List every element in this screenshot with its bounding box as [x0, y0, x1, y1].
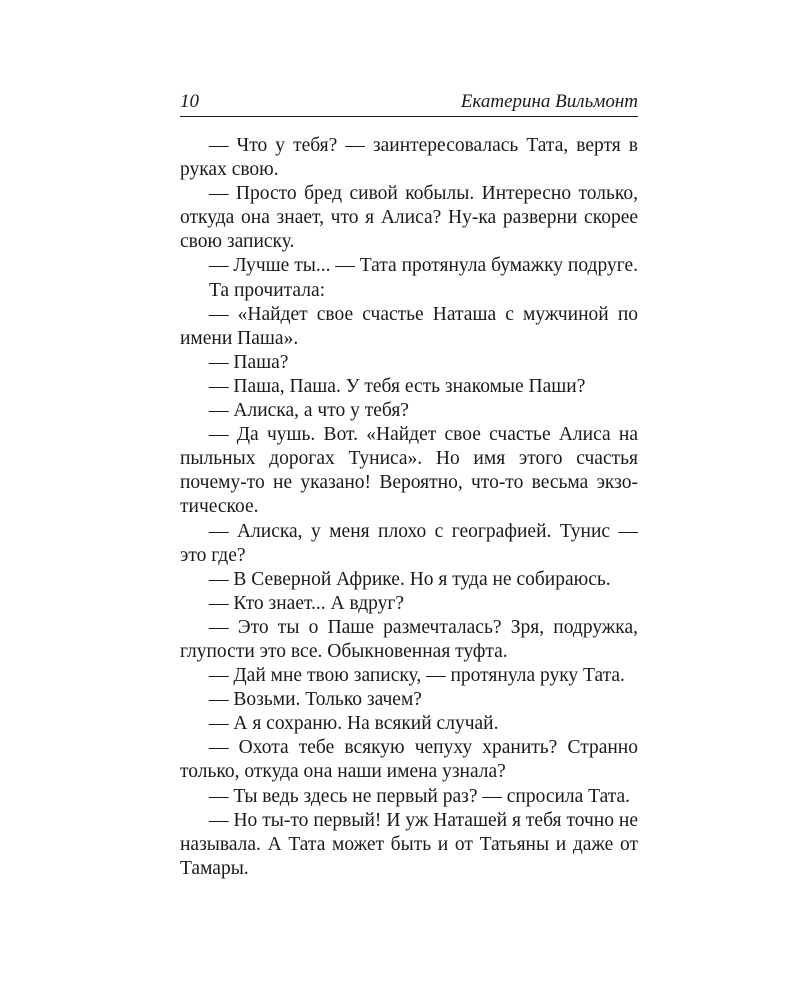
paragraph: — Ты ведь здесь не первый раз? — спросила Тата. [209, 785, 631, 807]
paragraph: — Паша, Паша. У тебя есть знакомые Паши? [209, 375, 586, 397]
paragraph: — В Северной Африке. Но я туда не собираюсь. [209, 568, 611, 590]
paragraph: — Кто знает... А вдруг? [209, 592, 405, 614]
paragraph: — А я сохраню. На всякий случай. [209, 713, 499, 735]
paragraph: — Возьми. Только зачем? [209, 689, 422, 711]
paragraph: — Алиска, а что у тебя? [209, 400, 409, 422]
paragraph: — Лучше ты... — Тата протянула бумажку подруге. [209, 255, 638, 277]
paragraph: Та прочитала: [209, 279, 326, 301]
paragraph: — Это ты о Паше размечталась? Зря, подружка, глупости это все. Обыкновенная туфта. [180, 616, 638, 662]
paragraph: — Да чушь. Вот. «Найдет свое счастье Алиса на пыльных дорогах Туниса». Но имя этого счастья почему-то не указано! Вероятно, что-то весьма экзотическое. [180, 424, 638, 518]
body-text [180, 134, 638, 881]
running-header [180, 88, 638, 117]
page-number: 10 [180, 91, 199, 112]
paragraph: — Паша? [209, 351, 289, 373]
book-author: Екатерина Вильмонт [460, 91, 638, 112]
paragraph: — «Найдет свое счастье Наташа с мужчиной по имени Паша». [180, 303, 638, 349]
paragraph: — Дай мне твою записку, — протянула руку Тата. [209, 665, 625, 687]
paragraph: — Просто бред сивой кобылы. Интересно только, откуда она знает, что я Алиса? Ну-ка разверни скорее свою записку. [180, 183, 638, 253]
book-page [180, 88, 638, 881]
paragraph: — Охота тебе всякую чепуху хранить? Странно только, откуда она наши имена узнала? [180, 737, 638, 783]
paragraph: — Но ты-то первый! И уж Наташей я тебя точно не называла. А Тата может быть и от Татьяны и даже от Тамары. [180, 809, 638, 879]
paragraph: — Алиска, у меня плохо с географией. Тунис — это где? [180, 520, 638, 566]
paragraph: — Что у тебя? — заинтересовалась Тата, вертя в руках свою. [180, 135, 638, 181]
